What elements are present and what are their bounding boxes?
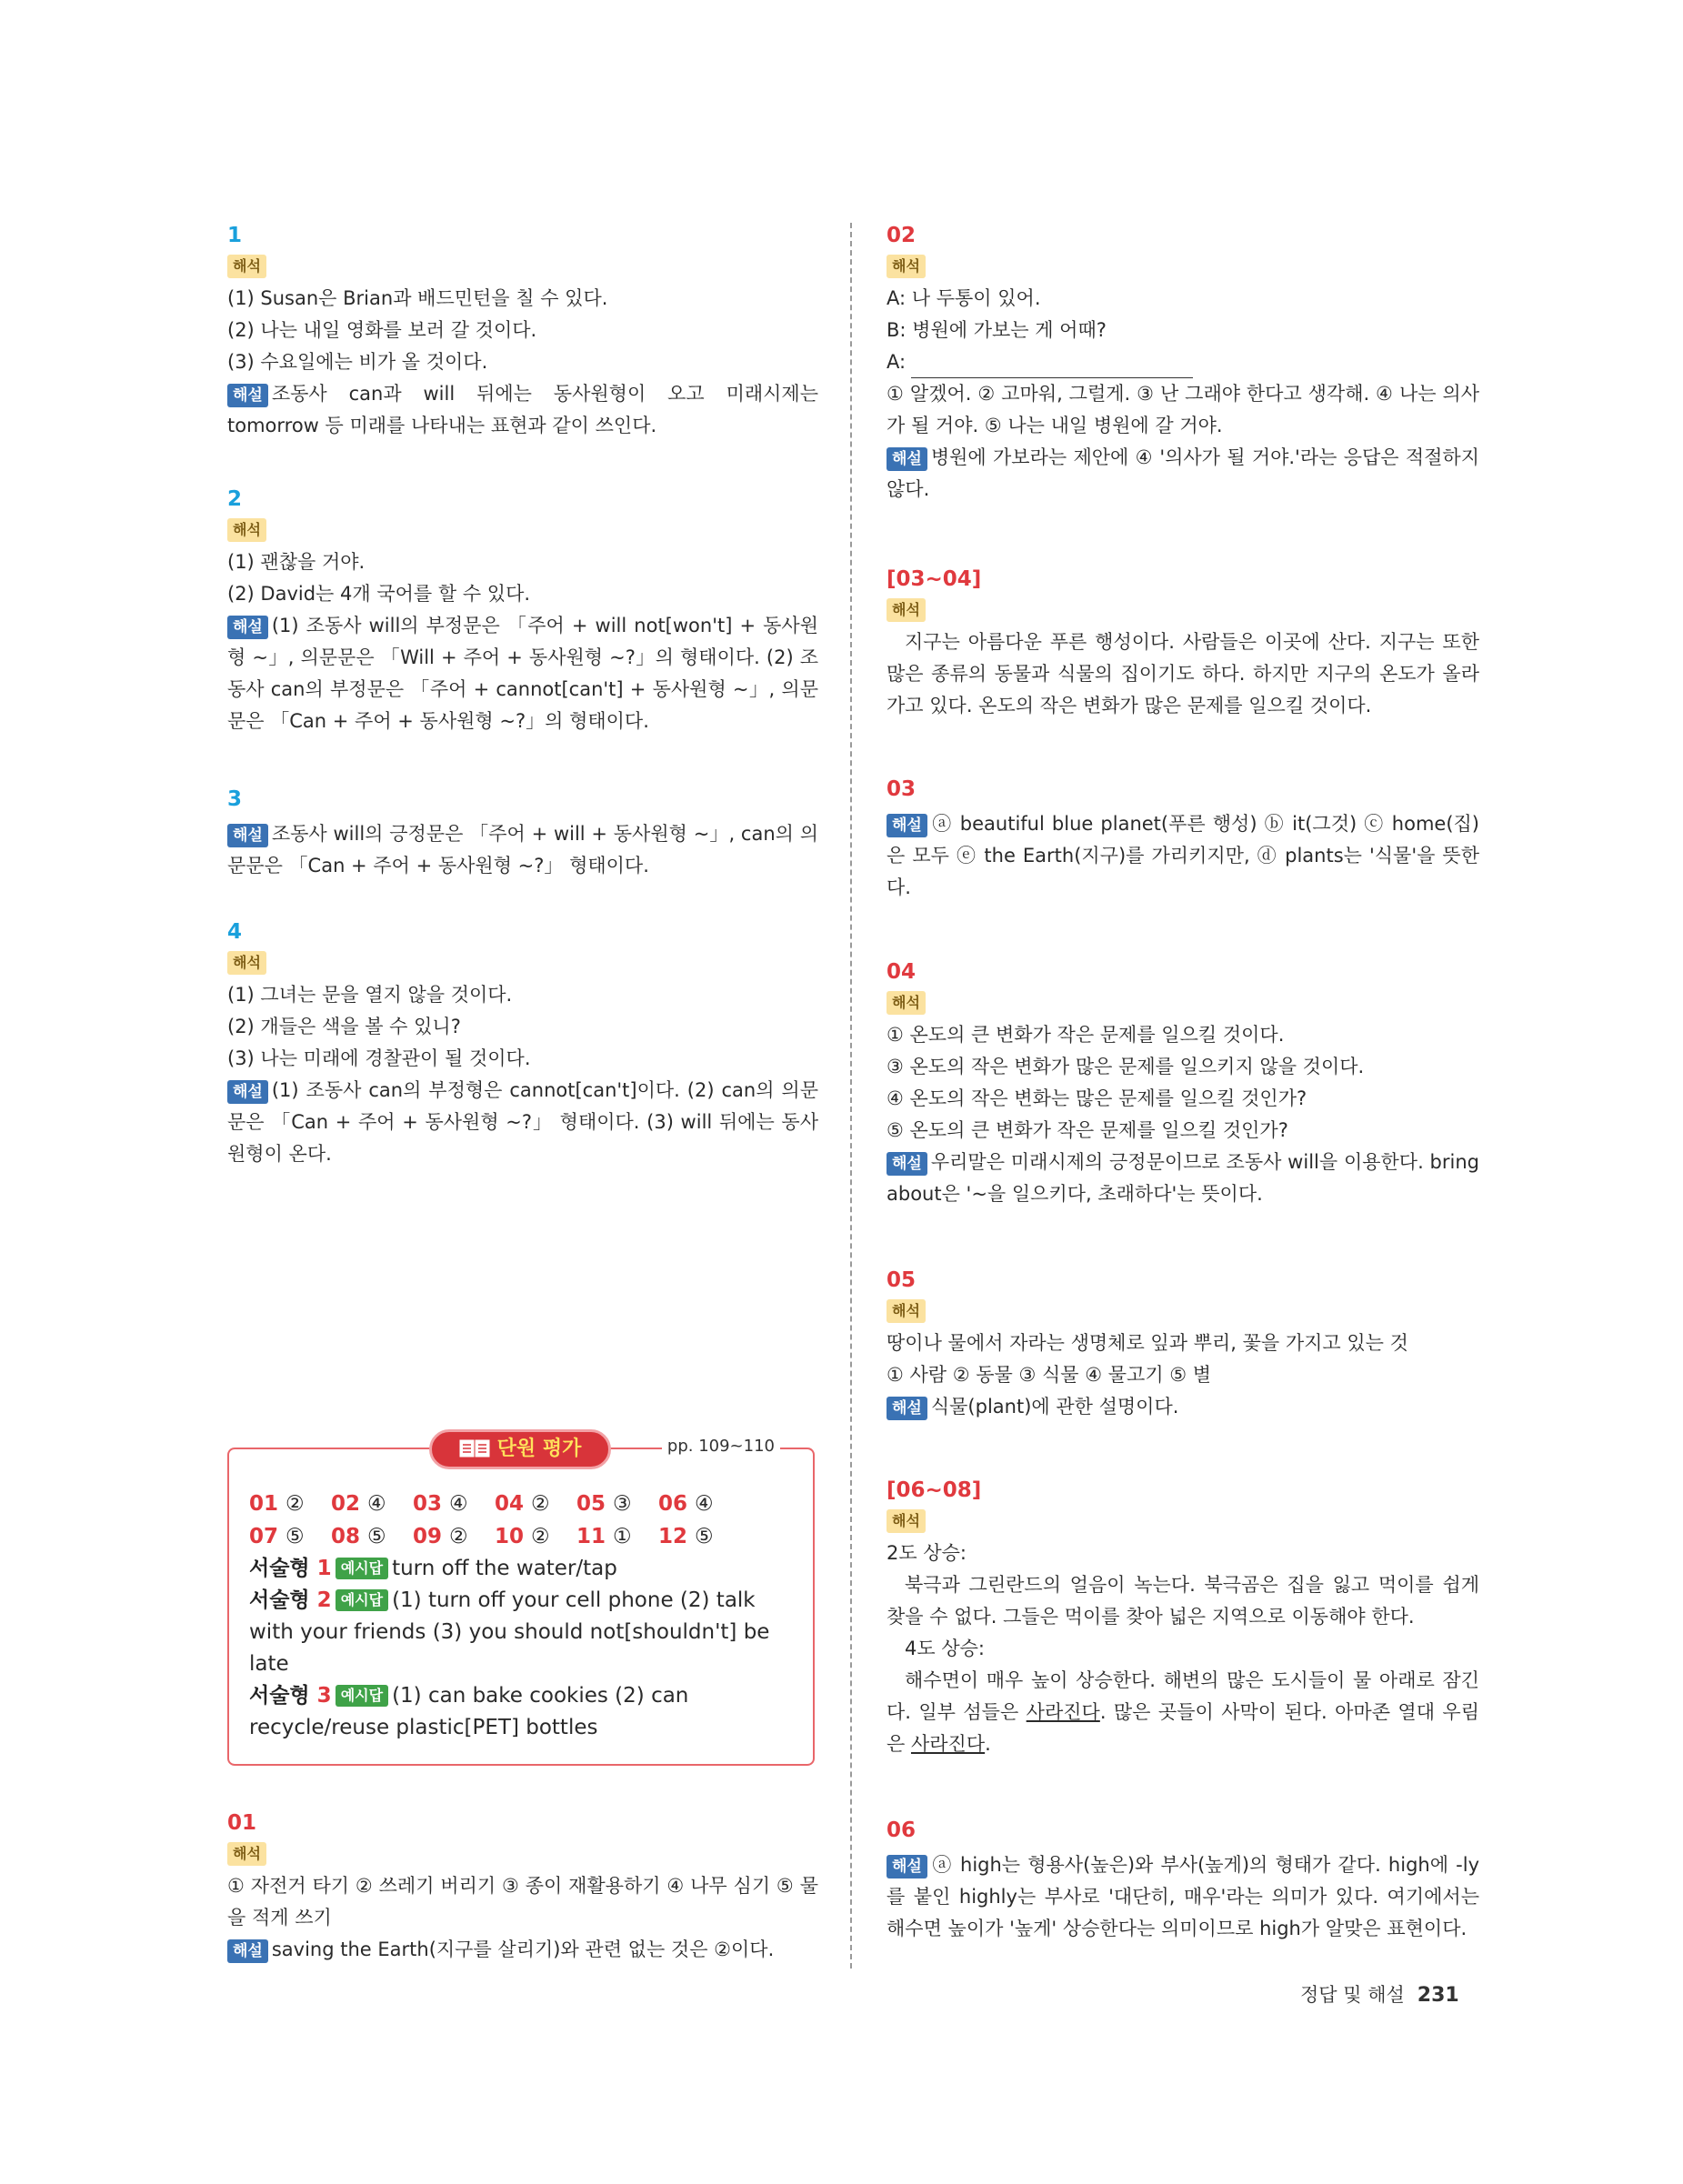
answer-cell [495,1488,576,1520]
question-number: [03~04] [887,567,982,591]
footer-label: 정답 및 해설 [1300,1984,1405,2006]
question-03 [887,776,1479,904]
dialogue-line: A: 나 두통이 있어. [887,287,1041,309]
explanation [887,1147,1479,1210]
essay-label-text: 서술형 [249,1557,310,1580]
passage-text: 지구는 아름다운 푸른 행성이다. 사람들은 이곳에 산다. 지구는 또한 많은 종류의 동물과 식물의 집이기도 하다. 하지만 지구의 온도가 올라가고 있다. 온도의 작은 변화가 많은 문제를 일으킬 것이다. [887,631,1479,716]
translation-line: ① 온도의 큰 변화가 작은 문제를 일으킬 것이다. [887,1024,1285,1046]
essay-label [249,1557,332,1580]
essay-number: 2 [316,1588,332,1612]
translation-line: ③ 온도의 작은 변화가 많은 문제를 일으키지 않을 것이다. [887,1056,1365,1077]
answer-cell [576,1488,658,1520]
essay-label [249,1588,332,1612]
passage-segment: . [985,1733,991,1755]
translation-tag: 해석 [887,1509,926,1533]
unit-pages: pp. 109~110 [662,1437,780,1456]
question-number: 2 [227,487,243,511]
essay-text: turn off the water/tap [392,1557,617,1580]
essay-answer-2 [249,1585,795,1680]
answer-number: 07 [249,1525,286,1548]
answer-cell [658,1520,740,1553]
translation-line: (2) 개들은 색을 볼 수 있니? [227,1016,461,1037]
unit-evaluation-box [227,1437,815,1766]
explanation-text: ⓐ high는 형용사(높은)와 부사(높게)의 형태가 같다. high에 -ly를 붙인 highly는 부사로 '대단히, 매우'라는 의미가 있다. 여기에서는 해수면 높이가 '높게' 상승한다는 의미이므로 high가 알맞은 표현이다. [887,1854,1479,1939]
question-number: 1 [227,224,243,247]
explanation-tag: 해설 [227,384,268,407]
explanation [227,1075,818,1170]
explanation-text: 병원에 가보라는 제안에 ④ '의사가 될 거야.'라는 응답은 적절하지 않다. [887,446,1479,500]
answer-choice: ⑤ [286,1525,305,1548]
explanation [887,442,1479,506]
answer-cell [249,1488,331,1520]
essay-number: 1 [316,1557,332,1580]
essay-text: (1) can bake cookies (2) can recycle/reuse plastic[PET] bottles [249,1684,689,1739]
essay-label-text: 서술형 [249,1588,310,1612]
explanation-text: ⓐ beautiful blue planet(푸른 행성) ⓑ it(그것) ⓒ home(집)은 모두 ⓔ the Earth(지구)를 가리키지만, ⓓ plants는 '식물'을 뜻한다. [887,813,1479,898]
underlined-word: 사라진다 [1026,1701,1100,1723]
translation-line: 땅이나 물에서 자라는 생명체로 잎과 뿌리, 꽃을 가지고 있는 것 [887,1332,1408,1354]
example-answer-tag: 예시답 [336,1685,388,1707]
explanation-text: (1) 조동사 will의 부정문은 「주어 + will not[won't] + 동사원형 ~」, 의문문은 「Will + 주어 + 동사원형 ~?」의 형태이다. (2) 조동사 can의 부정문은 「주어 + cannot[can't] + 동사원형 ~」, 의문문은 「Can + 주어 + 동사원형 ~?」의 형태이다. [227,615,818,732]
answer-choice: ⑤ [367,1525,386,1548]
explanation-tag: 해설 [887,1152,927,1176]
question-number: [06~08] [887,1478,982,1502]
essay-answer-1 [249,1553,795,1585]
answer-cell [658,1488,740,1520]
passage-segment: . 많은 곳들이 사막이 된다. 아마존 열대 우림은 [887,1701,1479,1755]
explanation [227,818,818,882]
question-1 [227,222,818,442]
translation-line: (2) David는 4개 국어를 할 수 있다. [227,583,531,605]
answer-cell [249,1520,331,1553]
answer-choice: ⑤ [695,1525,714,1548]
example-answer-tag: 예시답 [336,1558,388,1579]
passage-03-04 [887,566,1479,722]
underlined-word: 사라진다 [910,1733,986,1755]
answer-choice: ② [531,1525,550,1548]
translation-tag: 해석 [887,1299,926,1323]
explanation [887,808,1479,904]
explanation-text: 조동사 can과 will 뒤에는 동사원형이 오고 미래시제는 tomorrow 등 미래를 나타내는 표현과 같이 쓰인다. [227,383,818,436]
explanation-tag: 해설 [227,1939,268,1963]
essay-label-text: 서술형 [249,1684,310,1708]
book-icon [459,1439,490,1458]
answer-number: 06 [658,1492,696,1516]
explanation-tag: 해설 [887,1397,927,1420]
explanation [227,1934,818,1966]
translation-line: (2) 나는 내일 영화를 보러 갈 것이다. [227,319,537,341]
explanation-text: 조동사 will의 긍정문은 「주어 + will + 동사원형 ~」, can의 의문문은 「Can + 주어 + 동사원형 ~?」 형태이다. [227,823,818,877]
question-4 [227,918,818,1170]
translation-line: ⑤ 온도의 큰 변화가 작은 문제를 일으킬 것인가? [887,1119,1288,1141]
question-number: 02 [887,224,917,247]
passage-segment: 해수면이 매우 높이 상승한다. 해변의 많은 도시들이 물 아래로 잠긴다. 일부 섬들은 [887,1669,1479,1723]
explanation-text: 식물(plant)에 관한 설명이다. [930,1396,1179,1418]
answer-number: 05 [576,1492,614,1516]
explanation [227,378,818,442]
question-01 [227,1809,818,1966]
column-divider [850,223,852,1969]
question-06 [887,1817,1479,1945]
answer-choice: ④ [367,1492,386,1516]
translation-line: (1) Susan은 Brian과 배드민턴을 칠 수 있다. [227,287,608,309]
answer-cell [413,1488,495,1520]
answer-cell [331,1488,413,1520]
answer-choice: ④ [449,1492,468,1516]
question-number: 03 [887,777,917,801]
options-text: ① 알겠어. ② 고마워, 그럴게. ③ 난 그래야 한다고 생각해. ④ 나는 의사가 될 거야. ⑤ 나는 내일 병원에 갈 거야. [887,383,1479,436]
explanation-tag: 해설 [227,824,268,847]
translation-line: (3) 수요일에는 비가 올 것이다. [227,351,488,373]
passage-text [887,1665,1479,1760]
answer-cell [576,1520,658,1553]
translation-line: (1) 그녀는 문을 열지 않을 것이다. [227,984,513,1006]
explanation [887,1391,1479,1423]
answer-choice: ② [286,1492,305,1516]
explanation-tag: 해설 [887,814,927,837]
answer-choice: ② [449,1525,468,1548]
essay-number: 3 [316,1684,332,1708]
translation-line: ① 사람 ② 동물 ③ 식물 ④ 물고기 ⑤ 별 [887,1364,1212,1386]
answer-row [249,1488,740,1520]
answer-choice: ② [531,1492,550,1516]
dialogue-line [887,346,1479,378]
answer-number: 12 [658,1525,696,1548]
explanation-text: 우리말은 미래시제의 긍정문이므로 조동사 will을 이용한다. bring about은 '~을 일으키다, 초래하다'는 뜻이다. [887,1151,1479,1205]
page-footer [1300,1980,1459,2008]
section-heading: 4도 상승: [905,1638,985,1659]
answer-grid [249,1488,740,1553]
unit-evaluation-title [429,1429,611,1469]
passage-06-08 [887,1477,1479,1760]
section-heading: 2도 상승: [887,1542,967,1564]
translation-tag: 해석 [887,598,926,622]
answer-number: 11 [576,1525,614,1548]
explanation-text: (1) 조동사 can의 부정형은 cannot[can't]이다. (2) can의 의문문은 「Can + 주어 + 동사원형 ~?」 형태이다. (3) will 뒤에는 동사원형이 온다. [227,1079,818,1165]
example-answer-tag: 예시답 [336,1589,388,1611]
answer-number: 01 [249,1492,286,1516]
essay-text: (1) turn off your cell phone (2) talk with your friends (3) you should not[shouldn't] be late [249,1588,770,1676]
translation-tag: 해석 [227,255,266,278]
answer-cell [495,1520,576,1553]
translation-tag: 해석 [887,991,926,1015]
explanation [887,1849,1479,1945]
question-number: 3 [227,787,243,811]
translation-tag: 해석 [227,1842,266,1866]
translation-tag: 해석 [227,951,266,975]
question-2 [227,486,818,737]
translation-tag: 해석 [227,518,266,542]
translation-line: ④ 온도의 작은 변화는 많은 문제를 일으킬 것인가? [887,1087,1307,1109]
explanation [227,610,818,737]
question-number: 4 [227,920,243,944]
translation-line: (3) 나는 미래에 경찰관이 될 것이다. [227,1047,531,1069]
question-02 [887,222,1479,506]
answer-cell [413,1520,495,1553]
question-3 [227,786,818,882]
answer-number: 03 [413,1492,450,1516]
answer-choice: ① [613,1525,632,1548]
answer-choice: ③ [613,1492,632,1516]
explanation-tag: 해설 [227,1080,268,1104]
dialogue-speaker: A: [887,351,907,373]
answer-number: 02 [331,1492,368,1516]
answer-blank [911,357,1193,378]
question-04 [887,958,1479,1210]
translation-line: (1) 괜찮을 거야. [227,551,366,573]
explanation-tag: 해설 [887,447,927,471]
answer-number: 08 [331,1525,368,1548]
explanation-text: saving the Earth(지구를 살리기)와 관련 없는 것은 ②이다. [271,1939,775,1960]
translation-text: ① 자전거 타기 ② 쓰레기 버리기 ③ 종이 재활용하기 ④ 나무 심기 ⑤ 물을 적게 쓰기 [227,1875,818,1929]
translation-tag: 해석 [887,255,926,278]
explanation-tag: 해설 [227,616,268,639]
answer-number: 04 [495,1492,532,1516]
question-number: 01 [227,1811,257,1835]
dialogue-line: B: 병원에 가보는 게 어때? [887,319,1107,341]
question-05 [887,1267,1479,1423]
answer-number: 10 [495,1525,532,1548]
question-number: 05 [887,1268,917,1292]
question-number: 04 [887,960,917,984]
answer-number: 09 [413,1525,450,1548]
explanation-tag: 해설 [887,1855,927,1878]
passage-text: 북극과 그린란드의 얼음이 녹는다. 북극곰은 집을 잃고 먹이를 쉽게 찾을 수 없다. 그들은 먹이를 찾아 넓은 지역으로 이동해야 한다. [887,1574,1479,1628]
answer-choice: ④ [695,1492,714,1516]
essay-answer-3 [249,1680,795,1744]
unit-title-text: 단원 평가 [496,1438,582,1460]
page-number: 231 [1417,1984,1459,2007]
answer-cell [331,1520,413,1553]
answer-row [249,1520,740,1553]
question-number: 06 [887,1818,917,1842]
essay-label [249,1684,332,1708]
